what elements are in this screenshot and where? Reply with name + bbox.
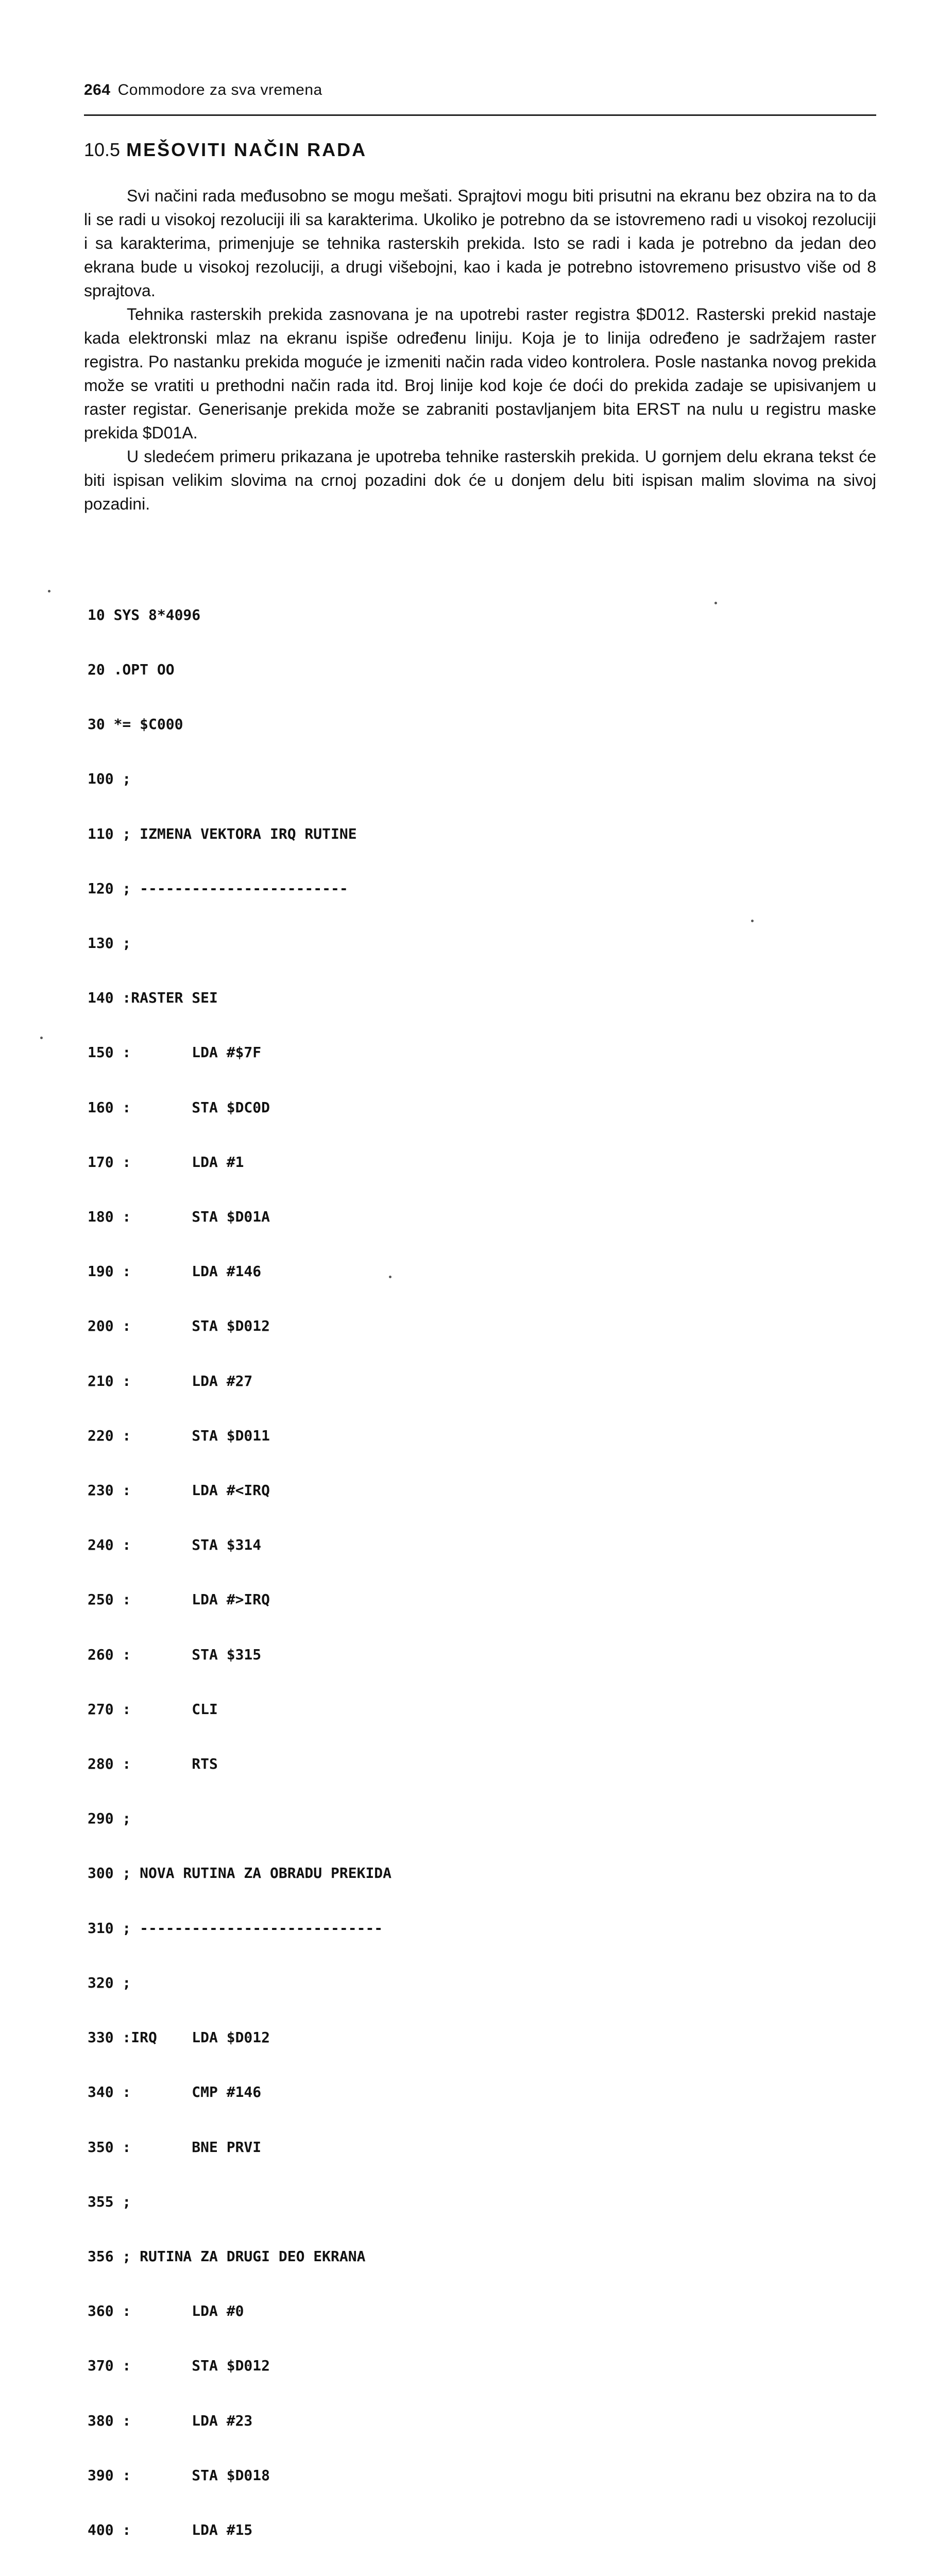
code-line (88, 2575, 391, 2576)
code-line: 230 : LDA #<IRQ (88, 1482, 270, 1499)
code-line: 380 : LDA #23 (88, 2412, 253, 2429)
section-number: 10.5 (84, 139, 121, 160)
code-line: 350 : BNE PRVI (88, 2138, 262, 2156)
code-line: 290 ; (88, 1810, 131, 1827)
code-line: 270 : CLI (88, 1700, 218, 1718)
code-line: 200 : STA $D012 (88, 1317, 270, 1335)
running-head (84, 81, 322, 99)
scan-speck (40, 1037, 43, 1039)
scan-speck (751, 920, 754, 922)
code-line: 370 : STA $D012 (88, 2357, 270, 2375)
code-line: 400 : LDA #15 (88, 2521, 253, 2538)
code-line: 250 : LDA #>IRQ (88, 1591, 270, 1608)
book-title: Commodore za sva vremena (117, 81, 322, 98)
code-line: 10 SYS 8*4096 (88, 606, 201, 623)
paragraph: Svi načini rada međusobno se mogu mešati. Sprajtovi mogu biti prisutni na ekranu bez obzira na to da li se radi u visokoj rezoluciji ili sa karakterima. Ukoliko je potrebno da se istovremeno radi u visokoj rezoluciji i sa karakterima, primenjuje se tehnika rasterskih prekida. Isto se radi i kada je potrebno da jedan deo ekrana bude u visokoj rezoluciji, a drugi višebojni, kao i kada je potrebno istovremeno prisustvo više od 8 sprajtova. (84, 187, 876, 300)
code-line: 355 ; (88, 2193, 131, 2210)
code-line: 170 : LDA #1 (88, 1153, 244, 1171)
code-line: 330 :IRQ LDA $D012 (88, 2029, 270, 2046)
code-line: 20 .OPT OO (88, 661, 175, 679)
code-line: 120 ; ------------------------ (88, 879, 348, 897)
code-line: 130 ; (88, 935, 131, 952)
code-listing (88, 569, 391, 2576)
header-rule (84, 114, 876, 116)
code-line: 240 : STA $314 (88, 1536, 262, 1554)
code-line: 320 ; (88, 1974, 131, 1991)
code-line: 110 ; IZMENA VEKTORA IRQ RUTINE (88, 825, 357, 842)
section-heading (84, 139, 367, 161)
scan-speck (714, 602, 717, 604)
code-line: 340 : CMP #146 (88, 2083, 262, 2101)
body-text (84, 184, 876, 516)
code-line: 360 : LDA #0 (88, 2302, 244, 2320)
code-line: 100 ; (88, 770, 131, 788)
code-line: 150 : LDA #$7F (88, 1044, 262, 1061)
code-line: 30 *= $C000 (88, 716, 183, 733)
code-line: 310 ; ---------------------------- (88, 1919, 383, 1937)
code-line: 180 : STA $D01A (88, 1208, 270, 1226)
scan-speck (48, 590, 50, 592)
code-line: 280 : RTS (88, 1755, 218, 1773)
code-line: 300 ; NOVA RUTINA ZA OBRADU PREKIDA (88, 1865, 392, 1882)
paragraph: U sledećem primeru prikazana je upotreba tehnike rasterskih prekida. U gornjem delu ekrana tekst će biti ispisan velikim slovima na crnoj pozadini dok će u donjem delu biti ispisan malim slovima na sivoj pozadini. (84, 447, 876, 513)
paragraph: Tehnika rasterskih prekida zasnovana je na upotrebi raster registra $D012. Rasterski prekid nastaje kada elektronski mlaz na ekranu ispiše određenu liniju. Koja je to linija određeno je sadržajem raster registra. Po nastanku prekida moguće je izmeniti način rada video kontrolera. Posle nastanka novog prekida može se vratiti u prethodni način rada itd. Broj linije kod koje će doći do prekida zadaje se upisivanjem u raster registar. Generisanje prekida može se zabraniti postavljanjem bita ERST na nulu u registru maske prekida $D01A. (84, 305, 876, 442)
code-line: 160 : STA $DC0D (88, 1098, 270, 1116)
code-line: 210 : LDA #27 (88, 1372, 253, 1389)
code-line: 220 : STA $D011 (88, 1427, 270, 1444)
scan-speck (389, 1276, 391, 1278)
code-line: 260 : STA $315 (88, 1646, 262, 1663)
code-line: 390 : STA $D018 (88, 2466, 270, 2484)
section-title: MEŠOVITI NAČIN RADA (126, 139, 367, 160)
code-line: 356 ; RUTINA ZA DRUGI DEO EKRANA (88, 2247, 366, 2265)
code-line: 140 :RASTER SEI (88, 989, 218, 1007)
page-number: 264 (84, 81, 111, 98)
code-line: 190 : LDA #146 (88, 1263, 262, 1280)
